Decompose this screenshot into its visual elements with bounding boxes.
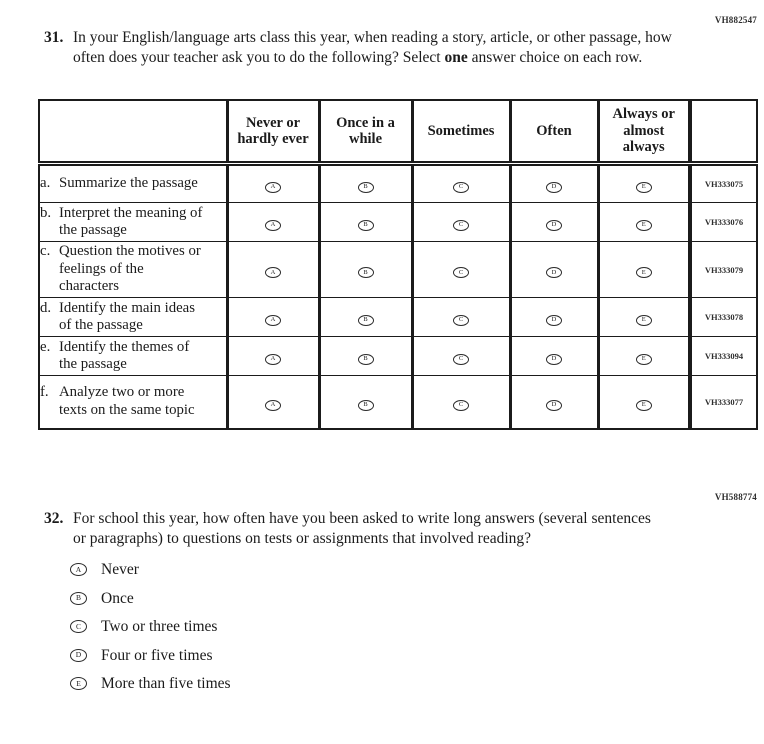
answer-cell-never-or-hardly-ever	[227, 242, 319, 298]
q32-option	[70, 561, 658, 578]
question-31-text-post: answer choice on each row.	[467, 48, 643, 66]
bubble-letter: B	[363, 221, 368, 228]
row-label-inner	[40, 243, 226, 296]
bubble-letter: C	[458, 400, 464, 408]
answer-cell-sometimes	[412, 337, 510, 376]
bubble-letter: E	[641, 400, 646, 408]
answer-bubble-d[interactable]	[546, 220, 562, 231]
answer-cell-never-or-hardly-ever	[227, 203, 319, 242]
answer-cell-once-in-a-while	[319, 337, 412, 376]
row-label: Question the motives or feelings of the characters	[59, 243, 201, 295]
row-label-cell	[39, 337, 227, 376]
answer-bubble-d[interactable]	[546, 400, 562, 411]
answer-cell-once-in-a-while	[319, 298, 412, 337]
code-header-cell	[690, 100, 757, 164]
question-31-text-pre: In your English/language arts class this year, when reading a story, article, or other passage, how often does your teacher ask you to do the following? Select	[73, 29, 672, 66]
question-31	[44, 28, 673, 67]
q32-option	[70, 675, 658, 692]
row-code: VH333079	[690, 242, 757, 298]
answer-bubble-c[interactable]	[453, 182, 469, 193]
col-header-once-in-a-while: Once in a while	[319, 100, 412, 164]
answer-bubble-c[interactable]	[453, 267, 469, 278]
row-letter: a.	[40, 175, 51, 192]
bubble-letter: A	[270, 183, 276, 190]
answer-bubble-c[interactable]	[453, 220, 469, 231]
row-label-cell	[39, 298, 227, 337]
row-code: VH333075	[690, 164, 757, 203]
question-32-text-wrap	[73, 509, 658, 692]
option-label: Never	[101, 561, 139, 578]
row-label-cell	[39, 203, 227, 242]
answer-bubble-b[interactable]	[358, 315, 374, 326]
answer-bubble-e[interactable]	[636, 354, 652, 365]
answer-bubble-b[interactable]	[358, 354, 374, 365]
row-label: Identify the themes of the passage	[59, 338, 190, 372]
bubble-letter: A	[270, 400, 276, 408]
option-label: Two or three times	[101, 618, 218, 635]
bubble-letter: D	[551, 268, 557, 276]
bubble-letter: E	[641, 316, 646, 323]
option-label: Once	[101, 589, 134, 607]
col-header-never-or-hardly-ever: Never or hardly ever	[227, 100, 319, 164]
answer-cell-often	[510, 298, 598, 337]
bubble-letter: A	[270, 355, 276, 362]
row-label-cell	[39, 242, 227, 298]
row-label: Summarize the passage	[59, 175, 198, 192]
question-31-text	[73, 28, 673, 67]
answer-cell-often	[510, 242, 598, 298]
row-code: VH333094	[690, 337, 757, 376]
bubble-letter: C	[458, 316, 464, 323]
bubble-letter: A	[270, 221, 276, 228]
answer-bubble-a[interactable]	[265, 354, 281, 365]
answer-bubble-a[interactable]	[265, 315, 281, 326]
matrix-row	[39, 337, 757, 376]
answer-cell-once-in-a-while	[319, 376, 412, 429]
question-31-number: 31.	[44, 29, 64, 46]
row-letter: c.	[40, 243, 51, 260]
answer-cell-always-or-almost-always	[598, 376, 690, 429]
answer-bubble-d[interactable]	[546, 267, 562, 278]
bubble-letter: B	[363, 316, 368, 323]
q31-answer-matrix	[38, 99, 758, 430]
question-32-number: 32.	[44, 510, 64, 527]
answer-bubble-e[interactable]	[636, 267, 652, 278]
row-label-inner	[40, 300, 226, 335]
q32-reference-code: VH588774	[714, 492, 757, 502]
answer-cell-often	[510, 164, 598, 203]
answer-bubble-c[interactable]	[453, 354, 469, 365]
row-label: Interpret the meaning of the passage	[59, 204, 203, 238]
row-label-cell	[39, 164, 227, 203]
answer-bubble-a[interactable]	[265, 267, 281, 278]
answer-bubble-a[interactable]	[265, 220, 281, 231]
bubble-letter: D	[551, 400, 557, 408]
answer-cell-often	[510, 337, 598, 376]
bubble-letter: E	[641, 268, 646, 276]
question-32	[44, 509, 658, 692]
answer-cell-sometimes	[412, 298, 510, 337]
bubble-letter: B	[75, 593, 81, 603]
row-label: Identify the main ideas of the passage	[59, 299, 196, 333]
col-header-always-or-almost-always: Always or almost always	[598, 100, 690, 164]
q32-option	[70, 647, 658, 664]
option-label: More than five times	[101, 675, 231, 692]
answer-bubble-c[interactable]	[453, 315, 469, 326]
answer-bubble[interactable]	[70, 649, 87, 662]
bubble-letter: A	[270, 268, 276, 276]
bubble-letter: A	[270, 316, 276, 323]
bubble-letter: B	[363, 355, 368, 362]
answer-cell-never-or-hardly-ever	[227, 298, 319, 337]
answer-bubble-e[interactable]	[636, 182, 652, 193]
answer-bubble[interactable]	[70, 563, 87, 576]
question-31-text-bold: one	[444, 48, 468, 66]
bubble-letter: C	[458, 221, 464, 228]
row-label-cell	[39, 376, 227, 429]
answer-bubble-c[interactable]	[453, 400, 469, 411]
bubble-letter: C	[458, 355, 464, 362]
bubble-letter: D	[75, 650, 82, 660]
option-label: Four or five times	[101, 646, 213, 664]
matrix-header-row	[39, 100, 757, 164]
answer-cell-sometimes	[412, 242, 510, 298]
bubble-letter: D	[551, 221, 557, 228]
row-code: VH333077	[690, 376, 757, 429]
matrix-row	[39, 242, 757, 298]
matrix-row	[39, 164, 757, 203]
row-label-inner	[40, 205, 226, 240]
answer-cell-always-or-almost-always	[598, 164, 690, 203]
question-32-text: For school this year, how often have you been asked to write long answers (several sentences or paragraphs) to questions on tests or assignments that involved reading?	[73, 510, 651, 547]
bubble-letter: E	[641, 355, 646, 362]
bubble-letter: D	[551, 355, 557, 362]
row-label-inner	[40, 339, 226, 374]
col-header-sometimes: Sometimes	[412, 100, 510, 164]
answer-cell-often	[510, 203, 598, 242]
q32-option	[70, 618, 658, 635]
bubble-letter: E	[641, 183, 646, 190]
matrix-row	[39, 376, 757, 429]
row-letter: d.	[40, 299, 52, 316]
bubble-letter: B	[363, 183, 368, 190]
bubble-letter: A	[75, 564, 82, 574]
answer-bubble-a[interactable]	[265, 400, 281, 411]
answer-bubble[interactable]	[70, 677, 87, 690]
answer-bubble-b[interactable]	[358, 400, 374, 411]
answer-cell-always-or-almost-always	[598, 203, 690, 242]
row-label: Analyze two or more texts on the same topic	[59, 384, 195, 418]
q31-reference-code: VH882547	[714, 15, 757, 25]
answer-bubble-e[interactable]	[636, 400, 652, 411]
bubble-letter: E	[76, 678, 81, 688]
bubble-letter: D	[551, 316, 557, 323]
bubble-letter: B	[363, 268, 368, 276]
row-letter: e.	[40, 338, 51, 355]
answer-bubble-d[interactable]	[546, 315, 562, 326]
row-code: VH333078	[690, 298, 757, 337]
bubble-letter: E	[641, 221, 646, 228]
answer-bubble-a[interactable]	[265, 182, 281, 193]
bubble-letter: C	[458, 268, 464, 276]
answer-cell-once-in-a-while	[319, 242, 412, 298]
q32-options	[70, 561, 658, 692]
answer-cell-once-in-a-while	[319, 164, 412, 203]
bubble-letter: C	[458, 183, 464, 190]
answer-cell-always-or-almost-always	[598, 298, 690, 337]
answer-cell-always-or-almost-always	[598, 242, 690, 298]
bubble-letter: C	[75, 621, 81, 631]
col-header-often: Often	[510, 100, 598, 164]
answer-bubble-b[interactable]	[358, 182, 374, 193]
bubble-letter: B	[363, 400, 368, 408]
answer-bubble-d[interactable]	[546, 182, 562, 193]
bubble-letter: D	[551, 183, 557, 190]
answer-cell-never-or-hardly-ever	[227, 376, 319, 429]
answer-cell-once-in-a-while	[319, 203, 412, 242]
row-label-inner	[40, 384, 226, 419]
answer-cell-often	[510, 376, 598, 429]
answer-bubble-e[interactable]	[636, 220, 652, 231]
answer-cell-sometimes	[412, 376, 510, 429]
answer-cell-never-or-hardly-ever	[227, 164, 319, 203]
answer-cell-always-or-almost-always	[598, 337, 690, 376]
answer-bubble-d[interactable]	[546, 354, 562, 365]
answer-cell-never-or-hardly-ever	[227, 337, 319, 376]
answer-bubble[interactable]	[70, 620, 87, 633]
row-code: VH333076	[690, 203, 757, 242]
empty-header-cell	[39, 100, 227, 164]
answer-cell-sometimes	[412, 203, 510, 242]
answer-bubble-b[interactable]	[358, 267, 374, 278]
answer-bubble-b[interactable]	[358, 220, 374, 231]
matrix-row	[39, 298, 757, 337]
row-label-inner	[40, 175, 226, 193]
answer-bubble-e[interactable]	[636, 315, 652, 326]
row-letter: b.	[40, 204, 52, 221]
row-letter: f.	[40, 384, 49, 401]
answer-cell-sometimes	[412, 164, 510, 203]
matrix-row	[39, 203, 757, 242]
q32-option	[70, 590, 658, 607]
answer-bubble[interactable]	[70, 592, 87, 605]
